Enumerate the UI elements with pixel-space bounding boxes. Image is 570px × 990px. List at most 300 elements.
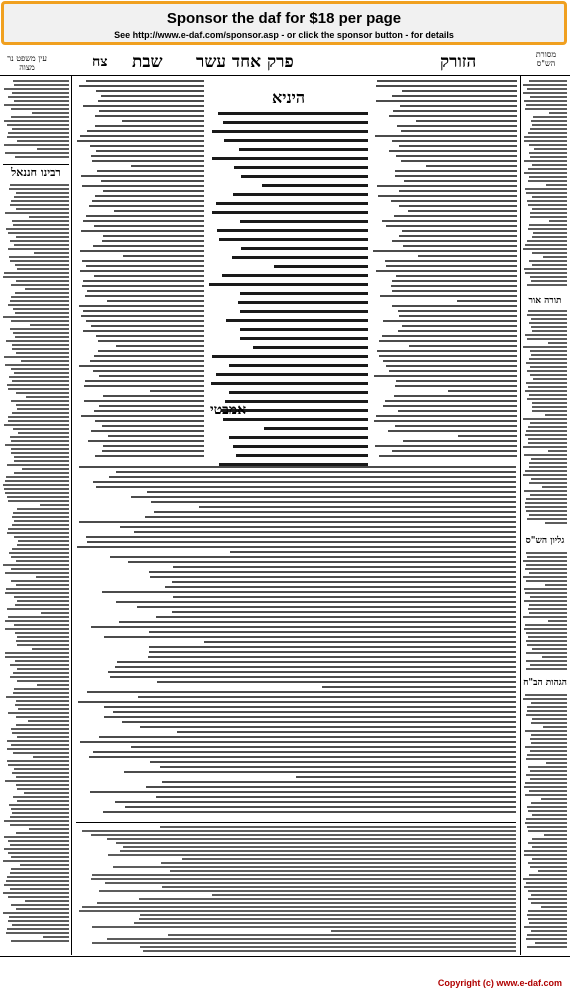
text-line — [6, 880, 69, 882]
text-line — [398, 310, 517, 312]
text-line — [531, 458, 567, 460]
text-line — [131, 165, 204, 167]
text-line — [209, 283, 368, 286]
text-line — [32, 648, 69, 650]
text-line — [331, 930, 516, 932]
text-line — [7, 740, 69, 742]
text-line — [156, 616, 516, 618]
text-line — [530, 96, 567, 98]
text-line — [10, 300, 69, 302]
sponsor-title[interactable]: Sponsor the daf for $18 per page — [166, 10, 402, 27]
text-line — [399, 315, 517, 317]
text-line — [394, 395, 517, 397]
text-line — [418, 255, 517, 257]
text-line — [530, 778, 567, 780]
text-line — [5, 492, 69, 494]
text-line — [91, 155, 204, 157]
text-line — [524, 140, 567, 142]
text-line — [168, 934, 516, 936]
text-line — [12, 516, 69, 518]
text-line — [102, 591, 516, 593]
text-line — [147, 491, 516, 493]
text-line — [92, 160, 204, 162]
text-line — [544, 834, 567, 836]
text-line — [97, 170, 204, 172]
text-line — [392, 450, 517, 452]
chapter-number: פרק אחד עשר — [196, 52, 294, 72]
text-line — [15, 336, 69, 338]
text-line — [6, 932, 69, 934]
text-line — [212, 894, 516, 896]
text-line — [532, 838, 567, 840]
text-line — [218, 112, 368, 115]
text-line — [17, 508, 69, 510]
text-line — [11, 320, 69, 322]
text-line — [137, 606, 516, 608]
text-line — [182, 858, 516, 860]
text-line — [16, 280, 69, 282]
text-line — [530, 738, 567, 740]
text-line — [398, 330, 517, 332]
text-line — [526, 632, 567, 634]
text-line — [15, 704, 69, 706]
text-line — [86, 320, 204, 322]
text-line — [525, 782, 567, 784]
text-line — [14, 456, 69, 458]
text-line — [108, 671, 516, 673]
text-line — [8, 852, 69, 854]
text-line — [524, 100, 567, 102]
text-line — [395, 170, 517, 172]
text-line — [399, 190, 517, 192]
text-line — [523, 92, 567, 94]
text-line — [83, 310, 204, 312]
text-line — [530, 212, 567, 214]
text-line — [233, 193, 368, 196]
text-line — [11, 744, 69, 746]
text-line — [526, 192, 567, 194]
text-line — [530, 276, 567, 278]
text-line — [131, 496, 516, 498]
text-line — [376, 270, 517, 272]
text-line — [82, 185, 204, 187]
chapter-name: הזורק — [440, 52, 477, 72]
text-line — [93, 481, 516, 483]
text-line — [17, 600, 69, 602]
text-line — [82, 285, 204, 287]
text-line — [296, 776, 516, 778]
text-line — [15, 156, 69, 158]
text-line — [524, 490, 567, 492]
text-line — [82, 906, 516, 908]
text-line — [529, 152, 567, 154]
text-line — [527, 240, 567, 242]
text-line — [532, 648, 567, 650]
text-line — [9, 804, 69, 806]
text-line — [532, 208, 567, 210]
text-line — [528, 438, 567, 440]
text-line — [531, 930, 567, 932]
text-line — [525, 188, 567, 190]
text-line — [526, 640, 567, 642]
text-line — [87, 290, 204, 292]
text-line — [14, 196, 69, 198]
text-line — [524, 136, 567, 138]
text-line — [80, 250, 204, 252]
text-line — [6, 696, 69, 698]
text-line — [525, 244, 567, 246]
text-line — [78, 701, 516, 703]
text-line — [16, 908, 69, 910]
text-line — [4, 820, 69, 822]
text-line — [13, 428, 69, 430]
text-line — [4, 272, 69, 274]
text-line — [10, 664, 69, 666]
text-line — [93, 370, 204, 372]
text-line — [10, 824, 69, 826]
text-line — [16, 776, 69, 778]
text-line — [150, 390, 204, 392]
text-line — [529, 482, 567, 484]
text-line — [401, 160, 517, 162]
text-line — [8, 96, 69, 98]
text-line — [523, 474, 567, 476]
talmud-page — [0, 48, 570, 973]
text-line — [128, 561, 516, 563]
text-line — [531, 318, 567, 320]
text-line — [8, 712, 69, 714]
text-line — [6, 588, 69, 590]
text-line — [8, 388, 69, 390]
text-line — [526, 564, 567, 566]
text-line — [528, 842, 567, 844]
text-line — [373, 250, 517, 252]
rabbeinu-chananel-heading: רבינו חננאל — [11, 166, 61, 179]
text-line — [523, 878, 567, 880]
text-line — [399, 235, 517, 237]
text-line — [148, 656, 516, 658]
text-line — [18, 708, 69, 710]
text-line — [531, 478, 567, 480]
text-line — [11, 400, 69, 402]
text-line — [143, 950, 516, 952]
text-line — [546, 184, 567, 186]
text-line — [262, 184, 368, 187]
text-line — [6, 228, 69, 230]
text-line — [86, 80, 204, 82]
text-line — [96, 486, 516, 488]
sponsor-subtitle[interactable]: See http://www.e-daf.com/sponsor.asp - or click the sponsor button - for details — [114, 30, 454, 40]
text-line — [389, 150, 517, 152]
text-line — [116, 345, 204, 347]
text-line — [525, 694, 568, 696]
text-line — [525, 272, 567, 274]
text-line — [395, 425, 517, 427]
text-line — [36, 576, 69, 578]
text-line — [119, 621, 516, 623]
text-line — [523, 576, 567, 578]
text-line — [222, 274, 368, 277]
text-line — [108, 435, 204, 437]
text-line — [9, 916, 69, 918]
text-line — [8, 616, 69, 618]
text-line — [124, 771, 516, 773]
text-line — [526, 580, 568, 582]
text-line — [274, 265, 368, 268]
text-line — [103, 190, 204, 192]
text-line — [377, 185, 517, 187]
text-line — [122, 120, 204, 122]
text-line — [531, 802, 567, 804]
text-line — [212, 211, 368, 214]
text-line — [527, 946, 567, 948]
text-line — [5, 480, 69, 482]
text-line — [83, 105, 204, 107]
text-line — [16, 584, 69, 586]
gemara-highlight-word: אמבטי — [210, 402, 247, 418]
hagahot-block — [523, 694, 567, 954]
text-line — [81, 175, 204, 177]
text-line — [14, 460, 69, 462]
text-line — [9, 376, 69, 378]
text-line — [5, 212, 69, 214]
text-line — [526, 818, 567, 820]
text-line — [532, 814, 567, 816]
text-line — [5, 152, 69, 154]
text-line — [4, 836, 69, 838]
text-line — [17, 680, 69, 682]
text-line — [526, 660, 567, 662]
text-line — [79, 466, 516, 468]
text-line — [11, 856, 69, 858]
text-line — [523, 418, 567, 420]
text-line — [8, 764, 69, 766]
text-line — [11, 904, 69, 906]
text-line — [528, 310, 567, 312]
text-line — [94, 225, 204, 227]
text-line — [528, 898, 567, 900]
copyright-notice[interactable]: Copyright (c) www.e-daf.com — [437, 978, 562, 988]
text-line — [96, 90, 204, 92]
text-line — [123, 255, 204, 257]
text-line — [12, 812, 69, 814]
text-line — [549, 220, 567, 222]
text-line — [530, 750, 567, 752]
text-line — [103, 395, 204, 397]
text-line — [524, 854, 567, 856]
text-line — [11, 940, 69, 942]
text-line — [12, 220, 69, 222]
sponsor-banner[interactable] — [1, 1, 567, 45]
text-line — [173, 566, 516, 568]
text-line — [94, 355, 204, 357]
text-line — [523, 248, 567, 250]
text-line — [533, 378, 567, 380]
text-line — [10, 676, 69, 678]
text-line — [528, 168, 567, 170]
text-line — [526, 882, 567, 884]
text-line — [165, 586, 516, 588]
text-line — [113, 711, 516, 713]
text-line — [122, 721, 516, 723]
text-line — [398, 410, 517, 412]
text-line — [16, 640, 69, 642]
text-line — [545, 414, 567, 416]
text-line — [10, 816, 69, 818]
text-line — [240, 220, 368, 223]
text-line — [526, 104, 567, 106]
text-line — [532, 264, 567, 266]
text-line — [40, 504, 69, 506]
text-line — [532, 718, 567, 720]
text-line — [91, 878, 516, 880]
text-line — [17, 668, 69, 670]
text-line — [5, 444, 69, 446]
text-line — [392, 140, 517, 142]
text-line — [5, 652, 69, 654]
text-line — [529, 322, 567, 324]
text-line — [531, 280, 567, 282]
text-line — [241, 247, 368, 250]
text-line — [234, 166, 368, 169]
text-line — [238, 301, 368, 304]
text-line — [157, 681, 516, 683]
text-line — [10, 436, 69, 438]
text-line — [149, 646, 516, 648]
text-line — [382, 335, 517, 337]
text-line — [4, 884, 69, 886]
text-line — [13, 80, 69, 82]
text-line — [17, 408, 69, 410]
text-line — [375, 445, 517, 447]
text-line — [523, 698, 567, 700]
text-line — [211, 382, 368, 385]
text-line — [77, 140, 204, 142]
text-line — [523, 560, 567, 562]
text-line — [395, 175, 517, 177]
text-line — [92, 200, 204, 202]
text-line — [149, 571, 516, 573]
text-line — [528, 608, 567, 610]
text-line — [9, 256, 69, 258]
text-line — [525, 822, 567, 824]
text-line — [80, 741, 516, 743]
text-line — [12, 380, 69, 382]
text-line — [528, 204, 567, 206]
text-line — [4, 88, 69, 90]
text-line — [95, 125, 204, 127]
text-line — [532, 402, 567, 404]
text-line — [392, 280, 517, 282]
text-line — [524, 160, 567, 162]
text-line — [524, 454, 568, 456]
text-line — [3, 316, 69, 318]
text-line — [14, 624, 69, 626]
text-line — [12, 732, 70, 734]
text-line — [458, 435, 517, 437]
text-line — [10, 240, 69, 242]
text-line — [9, 188, 69, 190]
text-line — [149, 651, 516, 653]
text-line — [91, 430, 204, 432]
text-line — [529, 80, 567, 82]
text-line — [3, 912, 69, 914]
text-line — [392, 290, 517, 292]
text-line — [25, 900, 69, 902]
text-line — [11, 108, 69, 110]
text-line — [232, 256, 368, 259]
text-line — [383, 405, 517, 407]
text-line — [528, 228, 567, 230]
text-line — [527, 914, 567, 916]
text-line — [526, 510, 567, 512]
text-line — [543, 726, 567, 728]
text-line — [14, 244, 69, 246]
text-line — [11, 568, 69, 570]
text-line — [8, 528, 69, 530]
text-line — [527, 934, 567, 936]
text-line — [529, 612, 567, 614]
text-line — [7, 748, 69, 750]
text-line — [524, 886, 567, 888]
text-line — [212, 130, 368, 133]
text-line — [239, 148, 368, 151]
text-line — [104, 636, 516, 638]
text-line — [532, 846, 567, 848]
text-line — [532, 410, 567, 412]
text-line — [403, 440, 517, 442]
text-line — [13, 512, 69, 514]
text-line — [531, 120, 567, 122]
text-line — [15, 632, 69, 634]
text-line — [16, 716, 69, 718]
text-line — [109, 476, 516, 478]
text-line — [529, 224, 567, 226]
text-line — [173, 596, 516, 598]
text-line — [99, 110, 204, 112]
text-line — [104, 706, 516, 708]
text-line — [525, 334, 567, 336]
text-line — [525, 470, 567, 472]
text-line — [15, 604, 69, 606]
gilyon-block — [523, 552, 567, 672]
text-line — [138, 696, 516, 698]
text-line — [13, 672, 69, 674]
text-line — [396, 380, 517, 382]
text-line — [545, 522, 567, 524]
text-line — [107, 838, 516, 840]
text-line — [162, 886, 516, 888]
text-line — [530, 596, 567, 598]
text-line — [107, 300, 204, 302]
text-line — [24, 792, 69, 794]
text-line — [8, 420, 69, 422]
text-line — [7, 876, 69, 878]
text-line — [199, 506, 516, 508]
text-line — [120, 850, 516, 852]
text-line — [529, 358, 567, 360]
text-line — [6, 340, 69, 342]
text-line — [30, 324, 69, 326]
text-line — [16, 724, 69, 726]
text-line — [533, 116, 567, 118]
text-line — [402, 230, 517, 232]
text-line — [101, 95, 204, 97]
text-line — [527, 398, 567, 400]
text-line — [12, 924, 69, 926]
text-line — [7, 496, 69, 498]
text-line — [219, 238, 368, 241]
